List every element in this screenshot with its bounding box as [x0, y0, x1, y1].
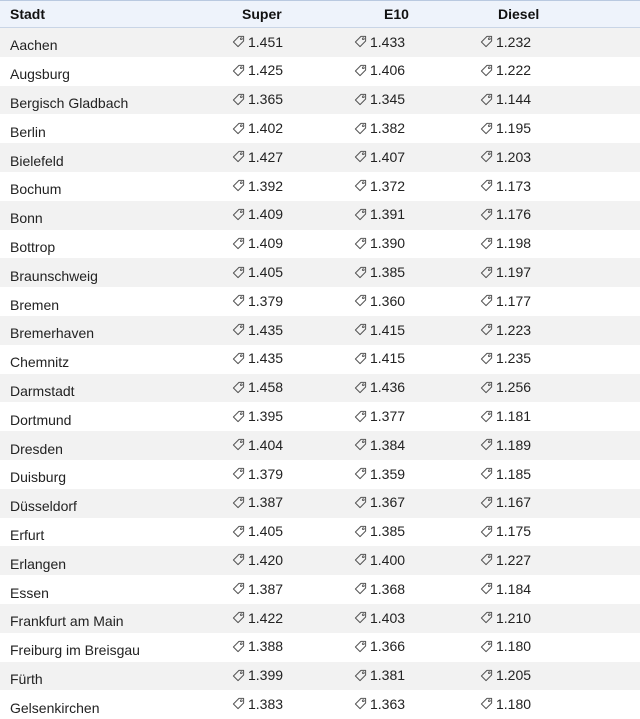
diesel-price-cell [464, 293, 640, 311]
city-name: Erfurt [10, 526, 45, 543]
table-row [0, 489, 640, 518]
diesel-price-value: 1.232 [496, 33, 532, 50]
price-tag-icon [232, 323, 245, 336]
city-name: Bonn [10, 210, 43, 227]
table-row [0, 460, 640, 489]
e10-price-value: 1.345 [370, 91, 406, 108]
super-price-cell [200, 696, 340, 714]
header-city[interactable]: Stadt [10, 6, 45, 22]
diesel-price-cell [464, 466, 640, 484]
diesel-price-value: 1.180 [496, 638, 532, 655]
price-tag-icon [232, 553, 245, 566]
super-price-value: 1.387 [248, 494, 284, 511]
table-row [0, 258, 640, 287]
diesel-price-cell [464, 408, 640, 426]
diesel-price-value: 1.235 [496, 350, 532, 367]
diesel-price-value: 1.227 [496, 551, 532, 568]
e10-price-cell [340, 322, 464, 340]
super-price-value: 1.458 [248, 379, 284, 396]
price-tag-icon [480, 64, 493, 77]
price-tag-icon [480, 35, 493, 48]
price-tag-icon [480, 266, 493, 279]
super-price-value: 1.388 [248, 638, 284, 655]
table-row [0, 374, 640, 403]
e10-price-cell [340, 581, 464, 599]
diesel-price-value: 1.197 [496, 264, 532, 281]
price-tag-icon [480, 294, 493, 307]
table-row [0, 57, 640, 86]
e10-price-value: 1.366 [370, 638, 406, 655]
e10-price-cell [340, 494, 464, 512]
e10-price-value: 1.436 [370, 379, 406, 396]
super-price-cell [200, 638, 340, 656]
price-tag-icon [232, 467, 245, 480]
city-name: Dresden [10, 440, 63, 457]
e10-price-cell [340, 667, 464, 685]
e10-price-value: 1.406 [370, 62, 406, 79]
e10-price-value: 1.381 [370, 667, 406, 684]
super-price-value: 1.379 [248, 292, 284, 309]
price-tag-icon [480, 438, 493, 451]
price-tag-icon [480, 669, 493, 682]
diesel-price-value: 1.177 [496, 292, 532, 309]
price-tag-icon [354, 410, 367, 423]
table-body [0, 28, 640, 719]
table-row [0, 518, 640, 547]
super-price-cell [200, 322, 340, 340]
price-tag-icon [480, 467, 493, 480]
price-tag-icon [480, 122, 493, 135]
price-tag-icon [480, 208, 493, 221]
super-price-cell [200, 494, 340, 512]
super-price-value: 1.405 [248, 523, 284, 540]
price-tag-icon [480, 582, 493, 595]
table-row [0, 287, 640, 316]
diesel-price-cell [464, 552, 640, 570]
price-tag-icon [480, 553, 493, 566]
e10-price-cell [340, 408, 464, 426]
city-name: Frankfurt am Main [10, 613, 124, 630]
price-tag-icon [480, 640, 493, 653]
diesel-price-cell [464, 667, 640, 685]
city-name: Erlangen [10, 555, 67, 572]
city-name: Darmstadt [10, 382, 75, 399]
table-row [0, 575, 640, 604]
price-tag-icon [480, 237, 493, 250]
city-name: Bochum [10, 181, 62, 198]
e10-price-value: 1.385 [370, 264, 406, 281]
diesel-price-value: 1.144 [496, 91, 532, 108]
price-tag-icon [354, 438, 367, 451]
e10-price-cell [340, 34, 464, 52]
price-tag-icon [232, 669, 245, 682]
diesel-price-cell [464, 437, 640, 455]
city-name: Augsburg [10, 66, 70, 83]
super-price-value: 1.451 [248, 33, 284, 50]
diesel-price-value: 1.256 [496, 379, 532, 396]
price-tag-icon [354, 294, 367, 307]
e10-price-cell [340, 149, 464, 167]
city-name: Aachen [10, 37, 58, 54]
super-price-cell [200, 235, 340, 253]
super-price-cell [200, 610, 340, 628]
super-price-value: 1.387 [248, 580, 284, 597]
e10-price-value: 1.363 [370, 695, 406, 712]
city-name: Bergisch Gladbach [10, 94, 129, 111]
diesel-price-value: 1.223 [496, 321, 532, 338]
price-tag-icon [354, 697, 367, 710]
diesel-price-value: 1.222 [496, 62, 532, 79]
price-tag-icon [232, 697, 245, 710]
super-price-value: 1.425 [248, 62, 284, 79]
price-tag-icon [354, 64, 367, 77]
diesel-price-value: 1.195 [496, 120, 532, 137]
price-tag-icon [232, 582, 245, 595]
e10-price-cell [340, 610, 464, 628]
price-tag-icon [232, 208, 245, 221]
super-price-value: 1.435 [248, 350, 284, 367]
price-tag-icon [354, 266, 367, 279]
diesel-price-cell [464, 581, 640, 599]
price-tag-icon [232, 381, 245, 394]
e10-price-value: 1.415 [370, 321, 406, 338]
super-price-value: 1.409 [248, 235, 284, 252]
diesel-price-value: 1.205 [496, 667, 532, 684]
super-price-value: 1.427 [248, 148, 284, 165]
super-price-cell [200, 206, 340, 224]
table-row [0, 604, 640, 633]
price-tag-icon [354, 611, 367, 624]
super-price-cell [200, 149, 340, 167]
e10-price-cell [340, 62, 464, 80]
price-tag-icon [232, 294, 245, 307]
price-tag-icon [232, 122, 245, 135]
super-price-value: 1.422 [248, 609, 284, 626]
e10-price-cell [340, 552, 464, 570]
price-tag-icon [232, 150, 245, 163]
price-tag-icon [480, 496, 493, 509]
e10-price-cell [340, 264, 464, 282]
e10-price-value: 1.400 [370, 551, 406, 568]
table-row [0, 546, 640, 575]
diesel-price-cell [464, 638, 640, 656]
diesel-price-value: 1.189 [496, 436, 532, 453]
price-tag-icon [354, 237, 367, 250]
price-tag-icon [354, 381, 367, 394]
super-price-cell [200, 379, 340, 397]
diesel-price-cell [464, 235, 640, 253]
price-tag-icon [232, 35, 245, 48]
e10-price-value: 1.377 [370, 408, 406, 424]
super-price-cell [200, 34, 340, 52]
header-super[interactable]: Super [242, 6, 282, 22]
price-tag-icon [232, 438, 245, 451]
price-tag-icon [354, 35, 367, 48]
diesel-price-cell [464, 149, 640, 167]
super-price-cell [200, 408, 340, 426]
city-name: Düsseldorf [10, 498, 77, 515]
table-row [0, 402, 640, 431]
super-price-cell [200, 437, 340, 455]
super-price-value: 1.420 [248, 551, 284, 568]
price-tag-icon [354, 553, 367, 566]
e10-price-value: 1.391 [370, 206, 406, 223]
price-tag-icon [354, 208, 367, 221]
city-name: Chemnitz [10, 354, 70, 371]
city-name: Fürth [10, 670, 43, 687]
price-tag-icon [232, 237, 245, 250]
diesel-price-cell [464, 206, 640, 224]
city-name: Bottrop [10, 238, 56, 255]
table-row [0, 345, 640, 374]
super-price-cell [200, 350, 340, 368]
diesel-price-cell [464, 264, 640, 282]
diesel-price-cell [464, 120, 640, 138]
super-price-value: 1.404 [248, 436, 284, 453]
table-row [0, 172, 640, 201]
e10-price-cell [340, 178, 464, 196]
city-name: Gelsenkirchen [10, 699, 100, 716]
table-row [0, 633, 640, 662]
super-price-cell [200, 264, 340, 282]
super-price-value: 1.395 [248, 408, 284, 424]
price-tag-icon [232, 640, 245, 653]
table-row [0, 86, 640, 115]
e10-price-cell [340, 235, 464, 253]
e10-price-value: 1.390 [370, 235, 406, 252]
table-row [0, 114, 640, 143]
price-tag-icon [354, 525, 367, 538]
price-tag-icon [354, 150, 367, 163]
e10-price-value: 1.359 [370, 465, 406, 482]
city-name: Essen [10, 584, 49, 601]
price-tag-icon [232, 266, 245, 279]
price-tag-icon [232, 410, 245, 423]
diesel-price-value: 1.185 [496, 465, 532, 482]
price-tag-icon [480, 410, 493, 423]
price-tag-icon [232, 525, 245, 538]
e10-price-cell [340, 206, 464, 224]
city-name: Duisburg [10, 469, 67, 486]
e10-price-cell [340, 523, 464, 541]
super-price-cell [200, 178, 340, 196]
diesel-price-value: 1.176 [496, 206, 532, 223]
e10-price-value: 1.407 [370, 148, 406, 165]
diesel-price-cell [464, 34, 640, 52]
price-tag-icon [232, 496, 245, 509]
super-price-value: 1.365 [248, 91, 284, 108]
diesel-price-cell [464, 523, 640, 541]
diesel-price-value: 1.184 [496, 580, 532, 597]
e10-price-value: 1.368 [370, 580, 406, 597]
diesel-price-cell [464, 696, 640, 714]
e10-price-value: 1.415 [370, 350, 406, 367]
e10-price-cell [340, 466, 464, 484]
super-price-value: 1.392 [248, 177, 284, 194]
e10-price-cell [340, 437, 464, 455]
e10-price-cell [340, 638, 464, 656]
price-tag-icon [480, 352, 493, 365]
price-tag-icon [480, 150, 493, 163]
diesel-price-value: 1.167 [496, 494, 532, 511]
diesel-price-value: 1.198 [496, 235, 532, 252]
price-tag-icon [354, 582, 367, 595]
price-tag-icon [354, 179, 367, 192]
e10-price-value: 1.433 [370, 33, 406, 50]
super-price-cell [200, 120, 340, 138]
super-price-value: 1.435 [248, 321, 284, 338]
super-price-cell [200, 293, 340, 311]
price-tag-icon [354, 496, 367, 509]
diesel-price-value: 1.181 [496, 408, 532, 424]
super-price-cell [200, 523, 340, 541]
header-diesel[interactable]: Diesel [498, 6, 540, 22]
city-name: Dortmund [10, 411, 72, 428]
diesel-price-cell [464, 322, 640, 340]
price-tag-icon [354, 323, 367, 336]
diesel-price-value: 1.173 [496, 177, 532, 194]
diesel-price-cell [464, 379, 640, 397]
diesel-price-cell [464, 62, 640, 80]
city-name: Braunschweig [10, 267, 98, 284]
e10-price-value: 1.384 [370, 436, 406, 453]
price-tag-icon [354, 93, 367, 106]
table-header-row [0, 0, 640, 28]
price-tag-icon [480, 525, 493, 538]
diesel-price-cell [464, 610, 640, 628]
e10-price-value: 1.382 [370, 120, 406, 137]
diesel-price-value: 1.175 [496, 523, 532, 540]
super-price-cell [200, 466, 340, 484]
table-row [0, 316, 640, 345]
diesel-price-cell [464, 494, 640, 512]
price-tag-icon [480, 179, 493, 192]
super-price-value: 1.409 [248, 206, 284, 223]
e10-price-cell [340, 379, 464, 397]
header-e10[interactable]: E10 [384, 6, 409, 22]
super-price-value: 1.379 [248, 465, 284, 482]
price-tag-icon [232, 64, 245, 77]
super-price-value: 1.405 [248, 264, 284, 281]
price-tag-icon [480, 611, 493, 624]
diesel-price-cell [464, 178, 640, 196]
table-row [0, 28, 640, 57]
price-tag-icon [232, 611, 245, 624]
diesel-price-cell [464, 91, 640, 109]
price-tag-icon [232, 179, 245, 192]
super-price-cell [200, 581, 340, 599]
super-price-cell [200, 62, 340, 80]
diesel-price-value: 1.203 [496, 148, 532, 165]
price-tag-icon [354, 352, 367, 365]
e10-price-cell [340, 91, 464, 109]
super-price-cell [200, 91, 340, 109]
price-tag-icon [480, 323, 493, 336]
e10-price-value: 1.372 [370, 177, 406, 194]
table-row [0, 143, 640, 172]
price-tag-icon [232, 93, 245, 106]
city-name: Bremen [10, 296, 60, 313]
city-name: Freiburg im Breisgau [10, 642, 140, 659]
super-price-value: 1.402 [248, 120, 284, 137]
table-row [0, 431, 640, 460]
price-tag-icon [354, 669, 367, 682]
e10-price-value: 1.403 [370, 609, 406, 626]
price-tag-icon [480, 697, 493, 710]
table-row [0, 690, 640, 719]
e10-price-cell [340, 696, 464, 714]
diesel-price-value: 1.210 [496, 609, 532, 626]
table-row [0, 662, 640, 691]
e10-price-cell [340, 350, 464, 368]
super-price-cell [200, 552, 340, 570]
table-row [0, 201, 640, 230]
price-tag-icon [480, 93, 493, 106]
e10-price-cell [340, 293, 464, 311]
diesel-price-cell [464, 350, 640, 368]
price-tag-icon [232, 352, 245, 365]
city-name: Bremerhaven [10, 325, 95, 342]
e10-price-cell [340, 120, 464, 138]
city-name: Bielefeld [10, 152, 64, 169]
super-price-cell [200, 667, 340, 685]
price-tag-icon [354, 122, 367, 135]
e10-price-value: 1.367 [370, 494, 406, 511]
table-row [0, 230, 640, 259]
super-price-value: 1.399 [248, 667, 284, 684]
e10-price-value: 1.360 [370, 292, 406, 309]
diesel-price-value: 1.180 [496, 695, 532, 712]
price-tag-icon [480, 381, 493, 394]
city-name: Berlin [10, 123, 46, 140]
super-price-value: 1.383 [248, 695, 284, 712]
price-tag-icon [354, 640, 367, 653]
e10-price-value: 1.385 [370, 523, 406, 540]
price-tag-icon [354, 467, 367, 480]
